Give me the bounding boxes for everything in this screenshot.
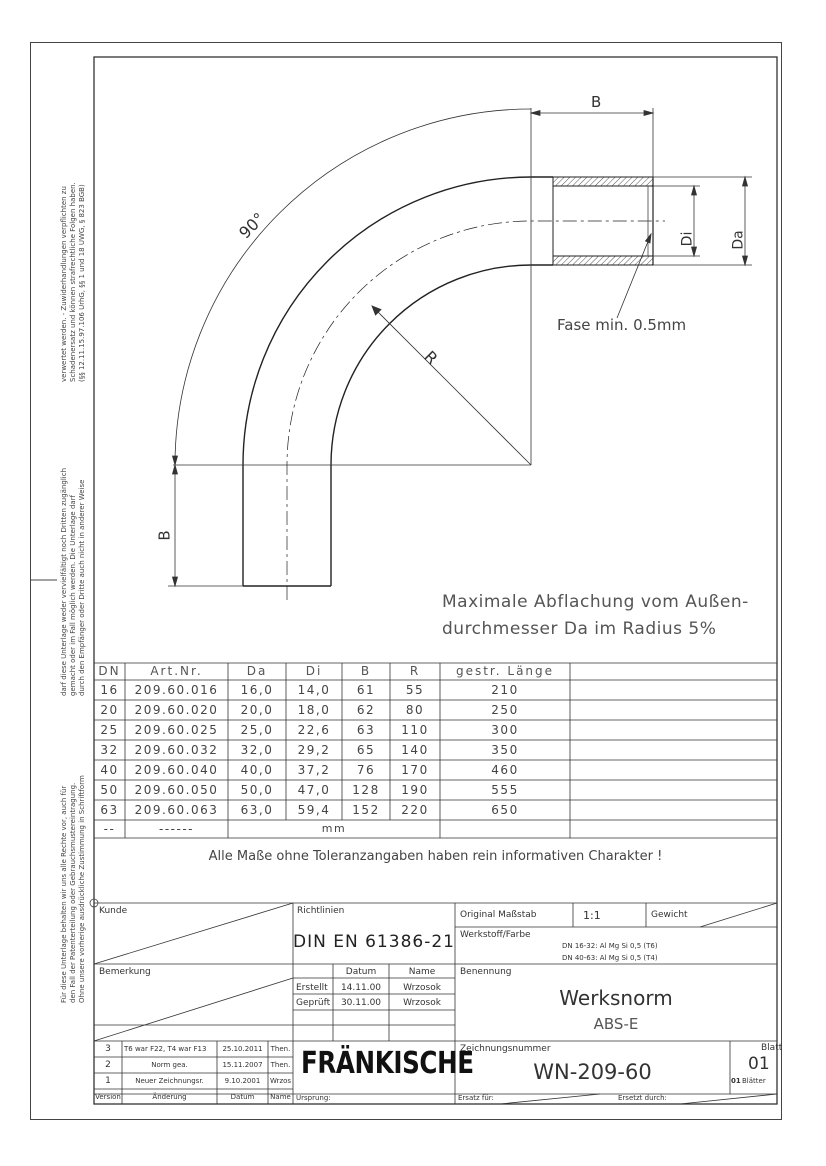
col-name-label: Name (270, 1093, 291, 1101)
cell-art-nr: 209.60.050 (134, 783, 219, 797)
dim-label-b-top: B (591, 93, 602, 111)
geprueft-label: Geprüft (296, 998, 331, 1008)
cell-art-nr: 209.60.032 (134, 743, 219, 757)
cell-b: 61 (356, 683, 376, 697)
cell-dn: 50 (100, 783, 119, 797)
blatt-label: Blatt (761, 1043, 783, 1053)
dim-label-r: R (420, 346, 442, 369)
erstellt-name: Wrzosok (403, 983, 441, 993)
erstellt-label: Erstellt (296, 983, 328, 993)
unit-art-nr: ------ (159, 822, 194, 836)
legal-line: darf diese Unterlage weder vervielfältigt noch Dritten zugänglich (60, 467, 68, 696)
richtlinien-value: DIN EN 61386-21 (293, 932, 455, 952)
cell-length: 650 (491, 803, 519, 817)
cell-dn: 20 (100, 703, 119, 717)
rev-name: Wrzos (269, 1077, 292, 1085)
legal-line: (§§ 12.11.15.97.106 UrhG, §§ 1 und 18 UWG, § 823 BGB) (78, 184, 86, 382)
gewicht-label: Gewicht (651, 910, 688, 920)
chamfer-note: Fase min. 0.5mm (557, 316, 687, 334)
ersetzt-durch-label: Ersetzt durch: (618, 1094, 667, 1102)
inner-contour (331, 265, 553, 586)
cell-art-nr: 209.60.016 (134, 683, 219, 697)
cell-art-nr: 209.60.040 (134, 763, 219, 777)
cell-da: 16,0 (240, 683, 274, 697)
legal-notice-block-3 (60, 182, 87, 382)
col-header-di: Di (305, 664, 323, 678)
cell-length: 555 (491, 783, 519, 797)
cell-length: 350 (491, 743, 519, 757)
rev-version: 1 (105, 1076, 111, 1086)
benennung-label: Benennung (460, 967, 512, 977)
unit-mm: mm (321, 822, 347, 835)
dim-label-da: Da (730, 230, 747, 250)
geprueft-datum: 30.11.00 (340, 998, 382, 1008)
legal-line: Schadenersatz und können strafrechtliche Folgen haben. (69, 182, 77, 382)
cell-di: 47,0 (297, 783, 331, 797)
cell-r: 140 (401, 743, 429, 757)
dim-label-angle: 90° (235, 208, 269, 243)
dimensions (168, 108, 752, 586)
col-header-dn: DN (98, 664, 121, 678)
massstab-label: Original Maßstab (460, 910, 537, 920)
flattening-note-line1: Maximale Abflachung vom Außen- (442, 592, 749, 612)
legal-notice-block-1 (60, 775, 87, 1003)
werkstoff-line1: DN 16-32: Al Mg Si 0,5 (T6) (562, 942, 658, 950)
cell-da: 25,0 (240, 723, 274, 737)
rev-aenderung: T6 war F22, T4 war F13 (124, 1045, 207, 1053)
cell-r: 110 (401, 723, 429, 737)
cell-length: 300 (491, 723, 519, 737)
cell-length: 460 (491, 763, 519, 777)
cell-da: 32,0 (240, 743, 274, 757)
cell-di: 59,4 (297, 803, 331, 817)
dim-label-di: Di (679, 231, 696, 247)
zeichnungsnummer-label: Zeichnungsnummer (460, 1044, 551, 1054)
legal-line: Ohne unsere vorherige ausdrückliche Zustimmung in Schriftform (78, 775, 86, 1003)
col-header-length: gestr. Länge (455, 664, 555, 678)
rev-name: Then. (270, 1045, 291, 1053)
cell-r: 170 (401, 763, 429, 777)
dim-label-b-left: B (155, 530, 174, 541)
rev-datum: 25.10.2011 (222, 1045, 263, 1053)
flattening-note-line2: durchmesser Da im Radius 5% (442, 619, 717, 639)
cell-di: 37,2 (297, 763, 331, 777)
cell-b: 128 (352, 783, 380, 797)
cell-da: 40,0 (240, 763, 274, 777)
legal-line: Für diese Unterlage behalten wir uns alle Rechte vor, auch für (60, 785, 68, 1003)
rev-version: 3 (105, 1044, 111, 1054)
cell-di: 18,0 (297, 703, 331, 717)
blaetter-label: Blätter (742, 1077, 766, 1085)
cell-di: 22,6 (297, 723, 331, 737)
legal-line: gemacht oder im Fall möglich werden. Die Unterlage darf (69, 494, 77, 696)
col-header-b: B (360, 664, 372, 678)
outer-contour (243, 177, 553, 586)
legal-line: durch den Empfänger oder Dritte auch nicht in anderer Weise (78, 479, 86, 696)
rev-name: Then. (270, 1061, 291, 1069)
cell-b: 63 (356, 723, 376, 737)
cell-r: 220 (401, 803, 429, 817)
cell-da: 20,0 (240, 703, 274, 717)
cell-dn: 16 (100, 683, 119, 697)
massstab-value: 1:1 (583, 909, 601, 922)
ersatz-fuer-label: Ersatz für: (458, 1094, 494, 1102)
cell-da: 50,0 (240, 783, 274, 797)
cell-art-nr: 209.60.063 (134, 803, 219, 817)
col-header-r: R (409, 664, 421, 678)
rev-aenderung: Neuer Zeichnungsr. (135, 1077, 204, 1085)
cell-di: 29,2 (297, 743, 331, 757)
rev-datum: 15.11.2007 (222, 1061, 263, 1069)
tolerance-note: Alle Maße ohne Toleranzangaben haben rein informativen Charakter ! (208, 849, 663, 864)
benennung-line2: ABS-E (593, 1015, 639, 1033)
cell-b: 152 (352, 803, 380, 817)
cell-art-nr: 209.60.020 (134, 703, 219, 717)
cell-r: 80 (405, 703, 425, 717)
cell-dn: 40 (100, 763, 119, 777)
blaetter-value: 01 (731, 1077, 741, 1085)
col-datum-label: Datum (230, 1093, 255, 1101)
cell-di: 14,0 (297, 683, 331, 697)
company-logo: FRÄNKISCHE (301, 1046, 474, 1081)
richtlinien-label: Richtlinien (297, 906, 345, 916)
cell-da: 63,0 (240, 803, 274, 817)
cell-art-nr: 209.60.025 (134, 723, 219, 737)
col-aenderung-label: Änderung (152, 1093, 187, 1101)
rev-datum: 9.10.2001 (224, 1077, 261, 1085)
cell-length: 210 (491, 683, 519, 697)
bemerkung-label: Bemerkung (99, 967, 151, 977)
cell-r: 55 (405, 683, 425, 697)
cell-b: 76 (356, 763, 376, 777)
geprueft-name: Wrzosok (403, 998, 441, 1008)
col-header-art-nr: Art.Nr. (150, 664, 203, 678)
col-header-da: Da (246, 664, 268, 678)
cell-b: 62 (356, 703, 376, 717)
cell-dn: 25 (100, 723, 119, 737)
legal-line: verwertet werden. - Zuwiderhandlungen verpflichten zu (60, 186, 68, 382)
legal-notice-block-2 (60, 468, 87, 696)
col-version-label: Version (95, 1093, 121, 1101)
name-label: Name (408, 967, 436, 977)
erstellt-datum: 14.11.00 (340, 983, 382, 993)
cell-dn: 32 (100, 743, 119, 757)
werkstoff-line2: DN 40-63: Al Mg Si 0,5 (T4) (562, 954, 658, 962)
cell-b: 65 (356, 743, 376, 757)
datum-label: Datum (345, 967, 377, 977)
kunde-label: Kunde (99, 906, 128, 916)
ursprung-label: Ursprung: (296, 1094, 331, 1102)
zeichnungsnummer-value: WN-209-60 (533, 1060, 652, 1084)
rev-version: 2 (105, 1060, 111, 1070)
unit-dn: -- (103, 822, 116, 836)
blatt-value: 01 (748, 1054, 770, 1074)
cell-dn: 63 (100, 803, 119, 817)
benennung-line1: Werksnorm (559, 986, 673, 1010)
rev-aenderung: Norm gea. (151, 1061, 188, 1069)
werkstoff-label: Werkstoff/Farbe (460, 930, 531, 940)
cell-r: 190 (401, 783, 429, 797)
legal-line: den Fall der Patenterteilung oder Gebrauchsmustereintragung. (69, 782, 77, 1003)
cell-length: 250 (491, 703, 519, 717)
